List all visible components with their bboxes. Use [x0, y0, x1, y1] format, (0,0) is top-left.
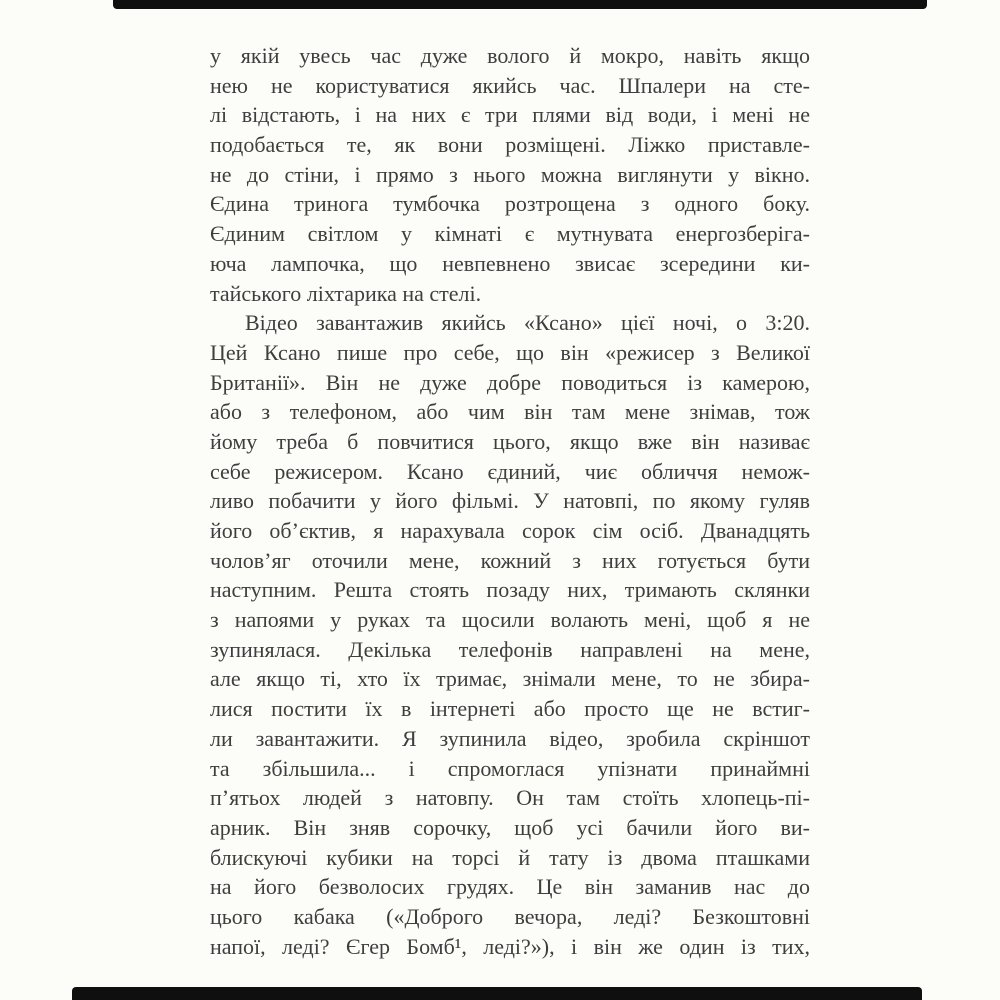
text-line: з напоями у руках та щосили волають мені, щоб я не	[210, 607, 810, 633]
page-edge-shadow-bottom	[72, 987, 922, 1000]
text-line: лі відстають, і на них є три плями від води, і мені не	[210, 102, 810, 128]
text-line: не до стіни, і прямо з нього можна виглянути у вікно.	[210, 161, 810, 187]
text-line: на його безволосих грудях. Це він заманив нас до	[210, 874, 810, 900]
text-line: напої, леді? Єгер Бомб¹, леді?»), і він же один із тих,	[210, 933, 810, 959]
text-line: себе режисером. Ксано єдиний, чиє обличчя немож-	[210, 458, 810, 484]
text-line: юча лампочка, що невпевнено звисає зсередини ки-	[210, 250, 810, 276]
text-line: ливо побачити у його фільмі. У натовпі, по якому гуляв	[210, 488, 810, 514]
text-line: арник. Він зняв сорочку, щоб усі бачили його ви-	[210, 814, 810, 840]
text-line: йому треба б повчитися цього, якщо вже він називає	[210, 428, 810, 454]
text-line: наступним. Решта стоять позаду них, тримають склянки	[210, 577, 810, 603]
text-line: блискуючі кубики на торсі й тату із двома пташками	[210, 844, 810, 870]
text-line: лися постити їх в інтернеті або просто ще не встиг-	[210, 696, 810, 722]
text-line: Єдиним світлом у кімнаті є мутнувата енергозберіга-	[210, 221, 810, 247]
text-line: та збільшила... і спромоглася упізнати принаймні	[210, 755, 810, 781]
text-line: тайського ліхтарика на стелі.	[210, 280, 482, 306]
text-line: ли завантажити. Я зупинила відео, зробила скріншот	[210, 725, 810, 751]
text-line: зупинялася. Декілька телефонів направлені на мене,	[210, 636, 810, 662]
text-line: чолов’яг оточили мене, кожний з них готується бути	[210, 547, 810, 573]
text-line: нею не користуватися якийсь час. Шпалери на сте-	[210, 72, 810, 98]
text-line: Цей Ксано пише про себе, що він «режисер з Великої	[210, 339, 810, 365]
text-line: або з телефоном, або чим він там мене знімав, тож	[210, 399, 810, 425]
text-block	[210, 41, 810, 961]
text-line: але якщо ті, хто їх тримає, знімали мене, то не збира-	[210, 666, 810, 692]
text-line: п’ятьох людей з натовпу. Он там стоїть хлопець-пі-	[210, 785, 810, 811]
text-line: Відео завантажив якийсь «Ксано» цієї ночі, о 3:20.	[245, 310, 810, 336]
text-line: подобається те, як вони розміщені. Ліжко приставле-	[210, 132, 810, 158]
text-line: Британії». Він не дуже добре поводиться із камерою,	[210, 369, 810, 395]
text-line: Єдина тринога тумбочка розтрощена з одного боку.	[210, 191, 810, 217]
text-line: його об’єктив, я нарахувала сорок сім осіб. Дванадцять	[210, 518, 810, 543]
page-edge-shadow-top	[113, 0, 927, 9]
text-line: цього кабака («Доброго вечора, леді? Безкоштовні	[210, 903, 810, 929]
text-line: у якій увесь час дуже волого й мокро, навіть якщо	[210, 43, 810, 68]
